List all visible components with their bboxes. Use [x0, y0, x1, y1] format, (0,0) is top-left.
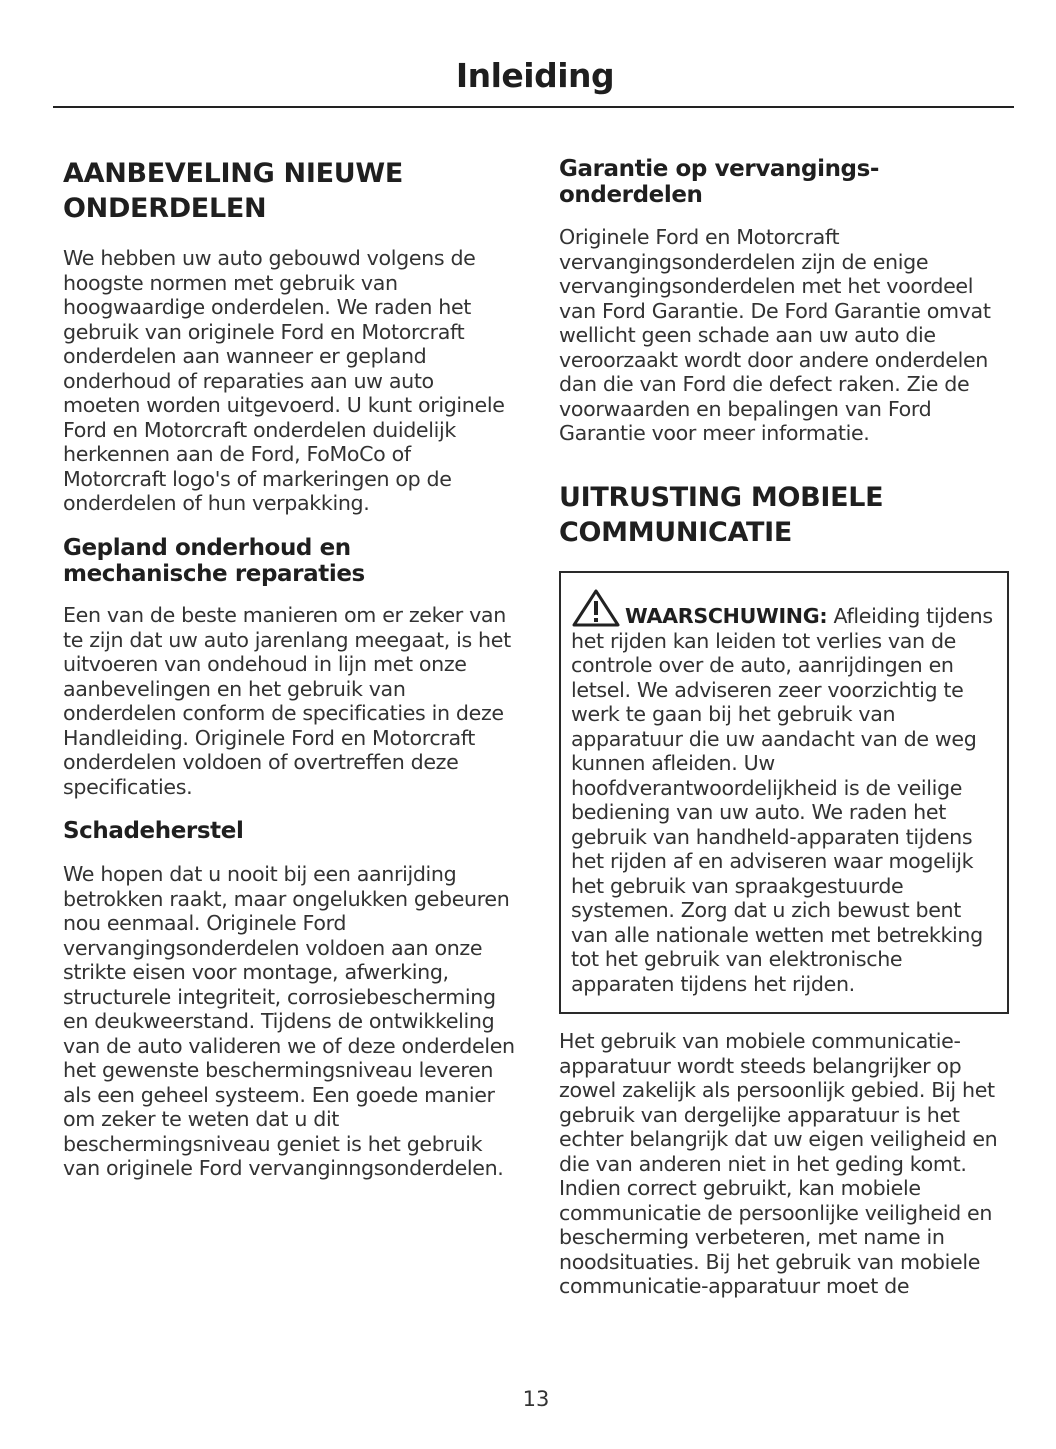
warning-label: WAARSCHUWING:: [625, 604, 828, 628]
section-heading-maintenance: Gepland onderhoud en mechanische reparaties: [63, 535, 365, 587]
section-body-maintenance: Een van de beste manieren om er zeker van te zijn dat uw auto jarenlang meegaat, is het uitvoeren van ondehoud in lijn met onze aanbevelingen en het gebruik van onderdelen conform de specificaties in deze Handleiding. Originele Ford en Motorcraft onderdelen voldoen of overtreffen deze specificaties.: [63, 603, 511, 799]
section-heading-warranty: Garantie op vervangings-onderdelen: [559, 156, 880, 208]
warning-text: Afleiding tijdens het rijden kan leiden tot verlies van de controle over de auto, aanrijdingen en letsel. We adviseren zeer voorzichtig te werk te gaan bij het gebruik van apparatuur die uw aandacht van de weg kunnen afleiden. Uw hoofdverantwoordelijkheid is de veilige bediening van uw auto. We raden het gebruik van handheld-apparaten tijdens het rijden af en adviseren waar mogelijk het gebruik van spraakgestuurde systemen. Zorg dat u zich bewust bent van alle nationale wetten met betrekking tot het gebruik van elektronische apparaten tijdens het rijden.: [571, 604, 993, 996]
section-heading-recommendation: AANBEVELING NIEUWE ONDERDELEN: [63, 158, 403, 224]
section-body-warranty: Originele Ford en Motorcraft vervangingsonderdelen zijn de enige vervangingsonderdelen met het voordeel van Ford Garantie. De Ford Garantie omvat wellicht geen schade aan uw auto die veroorzaakt wordt door andere onderdelen dan die van Ford die defect raken. Zie de voorwaarden en bepalingen van Ford Garantie voor meer informatie.: [559, 225, 991, 445]
warning-box: [559, 571, 1009, 1014]
warning-triangle-icon: [571, 589, 621, 627]
page-number: 13: [522, 1387, 550, 1411]
title-divider: [53, 106, 1014, 108]
section-body-mobile-communication: Het gebruik van mobiele communicatie-apparatuur wordt steeds belangrijker op zowel zakelijk als persoonlijk gebied. Bij het gebruik van dergelijke apparatuur is het echter belangrijk dat uw eigen veiligheid en die van anderen niet in het geding komt. Indien correct gebruikt, kan mobiele communicatie de persoonlijke veiligheid en bescherming verbeteren, met name in noodsituaties. Bij het gebruik van mobiele communicatie-apparatuur moet de: [559, 1029, 998, 1298]
page-title: Inleiding: [455, 56, 615, 95]
section-body-recommendation: We hebben uw auto gebouwd volgens de hoogste normen met gebruik van hoogwaardige onderdelen. We raden het gebruik van originele Ford en Motorcraft onderdelen aan wanneer er gepland onderhoud of reparaties aan uw auto moeten worden uitgevoerd. U kunt originele Ford en Motorcraft onderdelen duidelijk herkennen aan de Ford, FoMoCo of Motorcraft logo's of markeringen op de onderdelen of hun verpakking.: [63, 246, 505, 515]
warning-paragraph: [571, 589, 997, 996]
section-heading-mobile-communication: UITRUSTING MOBIELE COMMUNICATIE: [559, 482, 884, 548]
section-heading-repair: Schadeherstel: [63, 818, 244, 844]
section-body-repair: We hopen dat u nooit bij een aanrijding betrokken raakt, maar ongelukken gebeuren nou eenmaal. Originele Ford vervangingsonderdelen voldoen aan onze strikte eisen voor montage, afwerking, structurele integriteit, corrosiebescherming en deukweerstand. Tijdens de ontwikkeling van de auto valideren we of deze onderdelen het gewenste beschermingsniveau leveren als een geheel systeem. Een goede manier om zeker te weten dat u dit beschermingsniveau geniet is het gebruik van originele Ford vervanginngsonderdelen.: [63, 862, 515, 1180]
